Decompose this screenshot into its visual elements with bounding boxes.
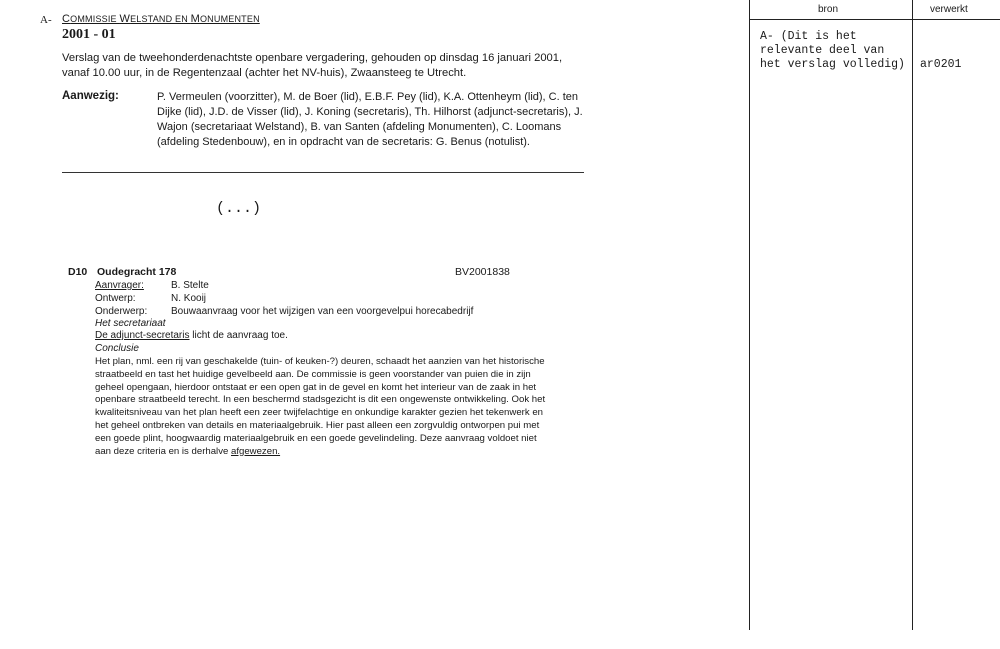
omission-marker: (...) <box>216 200 262 217</box>
divider <box>62 172 584 173</box>
item-code: D10 <box>68 266 88 278</box>
design-label: Ontwerp: <box>95 293 136 304</box>
item-address: Oudegracht 178 <box>97 266 177 278</box>
subject-value: Bouwaanvraag voor het wijzigen van een voorgevelpui horecabedrijf <box>171 306 474 317</box>
present-label: Aanwezig: <box>62 90 119 102</box>
report-intro: Verslag van de tweehonderdenachtste openbare vergadering, gehouden op dinsdag 16 januari 2001, vanaf 10.00 uur, in de Regentenzaal (achter het NV-huis), Zwaansteeg te Utrecht. <box>62 52 563 79</box>
secretariat-heading: Het secretariaat <box>95 318 166 329</box>
margin-line-left <box>749 0 750 630</box>
archive-code: ar0201 <box>920 58 962 71</box>
applicant-label: Aanvrager: <box>95 280 144 291</box>
meeting-number: 2001 - 01 <box>62 27 116 42</box>
present-list: P. Vermeulen (voorzitter), M. de Boer (lid), E.B.F. Pey (lid), K.A. Ottenheym (lid), C. ten Dijke (lid), J.D. de Visser (lid), J. Koning (secretaris), Th. Hilhorst (adjunct-secretaris), J. Wajon (secretariaat Welstand), B. van Santen (afdeling Monumenten), C. Loomans (afdeling Stedenbouw), en in opdracht van de secretaris: G. Benus (notulist). <box>157 91 583 148</box>
adjunct-label: De adjunct-secretaris <box>95 330 190 341</box>
margin-note: A- (Dit is het relevante deel van het verslag volledig) <box>760 30 905 71</box>
rejected-word: afgewezen. <box>231 445 281 457</box>
applicant-value: B. Stelte <box>171 280 209 291</box>
conclusion-heading: Conclusie <box>95 343 139 354</box>
section-marker: A- <box>40 14 52 26</box>
organization-name: COMMISSIE WELSTAND EN MONUMENTEN <box>62 13 260 25</box>
design-value: N. Kooij <box>171 293 207 304</box>
column-header-source: bron <box>818 4 839 15</box>
margin-header-rule <box>749 19 1000 20</box>
column-header-processed: verwerkt <box>930 4 968 15</box>
item-reference: BV2001838 <box>455 266 510 278</box>
margin-line-mid <box>912 0 913 630</box>
adjunct-line: De adjunct-secretaris licht de aanvraag toe. <box>95 330 288 341</box>
conclusion-text: Het plan, nml. een rij van geschakelde (tuin- of keuken-?) deuren, schaadt het aanzien van het historische straatbeeld en tast het huidige gevelbeeld aan. De commissie is geen voorstander van puien die in zijn geheel opengaan, hierdoor ontstaat er een open gat in de gevel en komt het interieur van de zaak in het openbare straatbeeld terecht. In een beschermd stadsgezicht is dit een ongewenste ontwikkeling. Ook het kwaliteitsniveau van het plan heeft een zeer twijfelachtige en onkundige karakter gezien het tekenwerk en het geheel ontbreken van details en materiaalgebruik. Hier past alleen een zorgvuldig ontworpen pui met een goede plint, hoogwaardig materiaalgebruik en een goede gevelindeling. Deze aanvraag voldoet niet aan deze criteria en is derhalve afgewezen. <box>95 356 546 457</box>
subject-label: Onderwerp: <box>95 306 148 317</box>
